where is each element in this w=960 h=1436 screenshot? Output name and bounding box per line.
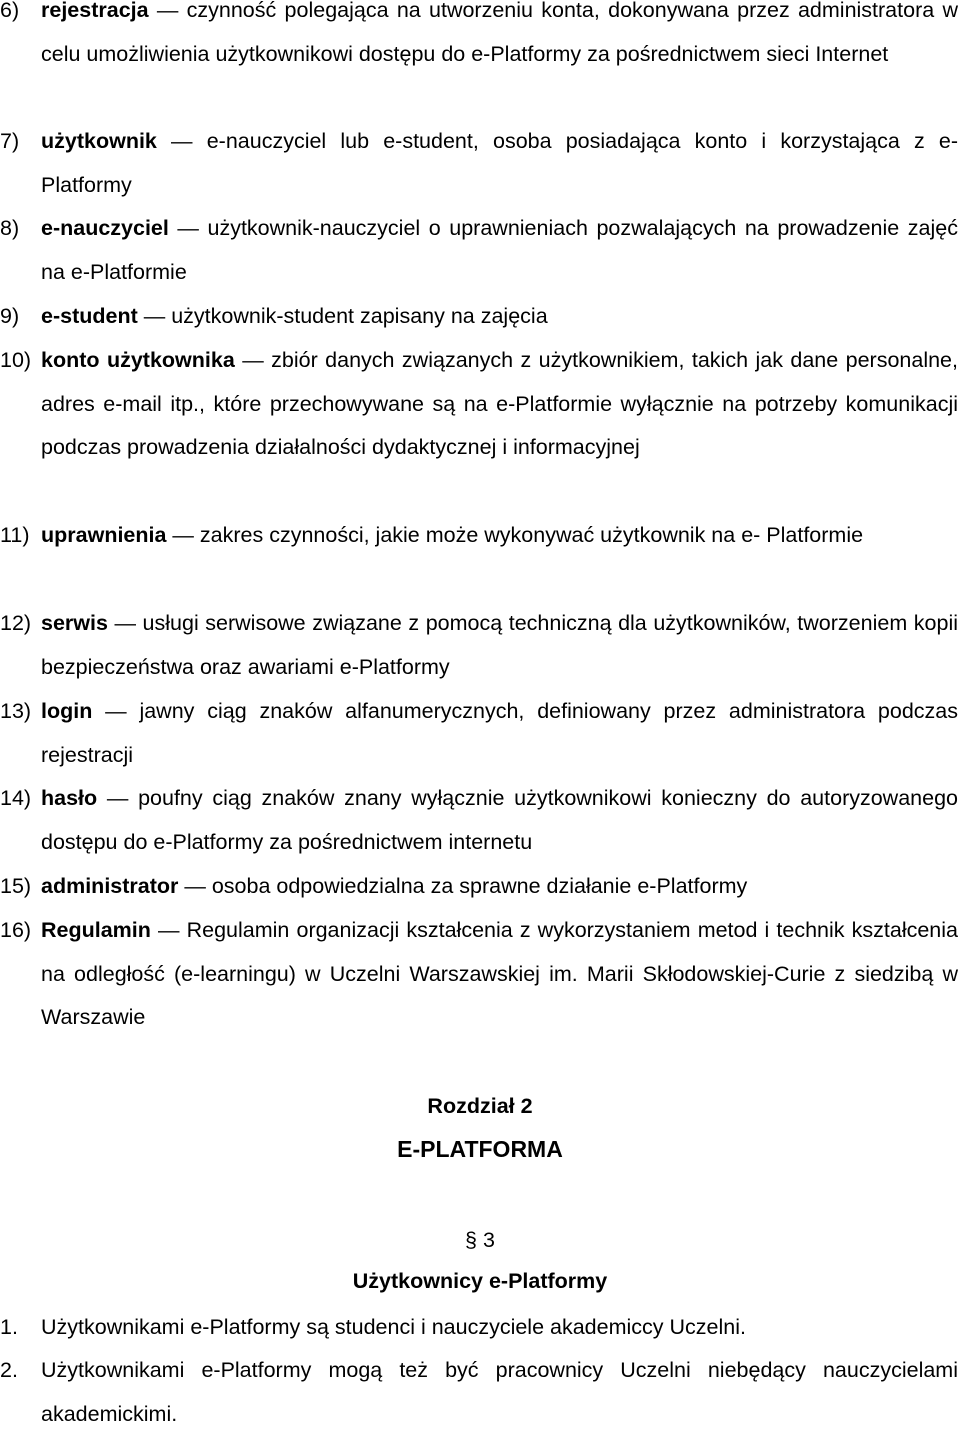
definition-text: — Regulamin organizacji kształcenia z wykorzystaniem metod i technik kształcenia na odległość (e-learningu) w Uczelni Warszawskiej im. Marii Skłodowskiej-Curie z siedzibą w Warszawie <box>41 918 958 1030</box>
paragraph-text: Użytkownikami e-Platformy są studenci i nauczyciele akademiccy Uczelni. <box>41 1315 746 1339</box>
paragraph-number: 2. <box>0 1358 18 1382</box>
item-number: 10) <box>0 348 32 372</box>
definition-item-15 <box>0 865 958 909</box>
item-number: 15) <box>0 874 32 898</box>
paragraph-number: 1. <box>0 1315 18 1339</box>
definition-text: — jawny ciąg znaków alfanumerycznych, definiowany przez administratora podczas rejestracji <box>41 699 958 767</box>
item-number: 8) <box>0 216 20 240</box>
term: hasło <box>41 786 98 810</box>
definition-item-14 <box>0 777 958 864</box>
term: uprawnienia <box>41 523 167 547</box>
definition-text: — użytkownik-nauczyciel o uprawnieniach pozwalających na prowadzenie zajęć na e-Platformie <box>41 216 958 284</box>
term: rejestracja <box>41 0 149 22</box>
section-sign: § 3 <box>465 1228 495 1252</box>
item-number: 12) <box>0 611 32 635</box>
item-number: 7) <box>0 129 20 153</box>
definition-text: — usługi serwisowe związane z pomocą techniczną dla użytkowników, tworzeniem kopii bezpieczeństwa oraz awariami e-Platformy <box>41 611 958 679</box>
definition-item-10 <box>0 339 958 470</box>
definition-text: — zakres czynności, jakie może wykonywać użytkownik na e- Platformie <box>166 523 864 547</box>
definition-item-9 <box>0 295 958 339</box>
term: serwis <box>41 611 108 635</box>
definition-item-13 <box>0 690 958 777</box>
paragraph-1 <box>0 1306 958 1350</box>
definition-item-7 <box>0 120 958 207</box>
item-number: 14) <box>0 786 32 810</box>
term: konto użytkownika <box>41 348 235 372</box>
paragraph-text: Użytkownikami e-Platformy mogą też być pracownicy Uczelni niebędący nauczycielami akademickimi. <box>41 1358 958 1426</box>
definition-item-12 <box>0 602 958 689</box>
term: login <box>41 699 93 723</box>
chapter-label: Rozdział 2 <box>427 1094 533 1118</box>
definition-text: — zbiór danych związanych z użytkownikiem, takich jak dane personalne, adres e-mail itp., które przechowywane są na e-Platformie wyłącznie na potrzeby komunikacji podczas prowadzenia działalności dydaktycznej i informacyjnej <box>41 348 958 460</box>
item-number: 16) <box>0 918 32 942</box>
definition-item-11 <box>0 514 958 558</box>
definition-item-16 <box>0 909 958 1040</box>
paragraph-2 <box>0 1349 958 1436</box>
item-number: 6) <box>0 0 20 22</box>
item-number: 13) <box>0 699 32 723</box>
definition-item-8 <box>0 207 958 294</box>
definition-text: — użytkownik-student zapisany na zajęcia <box>137 304 548 328</box>
definition-item-6 <box>0 0 958 76</box>
definition-text: — poufny ciąg znaków znany wyłącznie użytkownikowi konieczny do autoryzowanego dostępu do e-Platformy za pośrednictwem internetu <box>41 786 958 854</box>
definition-text: — e-nauczyciel lub e-student, osoba posiadająca konto i korzystająca z e-Platformy <box>41 129 958 197</box>
section-title: Użytkownicy e-Platformy <box>352 1269 608 1293</box>
term: e-student <box>41 304 138 328</box>
term: użytkownik <box>41 129 157 153</box>
item-number: 11) <box>0 523 30 547</box>
chapter-title: E-PLATFORMA <box>397 1136 563 1162</box>
term: Regulamin <box>41 918 151 942</box>
definition-text: — osoba odpowiedzialna za sprawne działanie e-Platformy <box>178 874 748 898</box>
definition-text: — czynność polegająca na utworzeniu konta, dokonywana przez administratora w celu umożliwienia użytkownikowi dostępu do e-Platformy za pośrednictwem sieci Internet <box>41 0 958 66</box>
term: e-nauczyciel <box>41 216 169 240</box>
term: administrator <box>41 874 179 898</box>
item-number: 9) <box>0 304 20 328</box>
